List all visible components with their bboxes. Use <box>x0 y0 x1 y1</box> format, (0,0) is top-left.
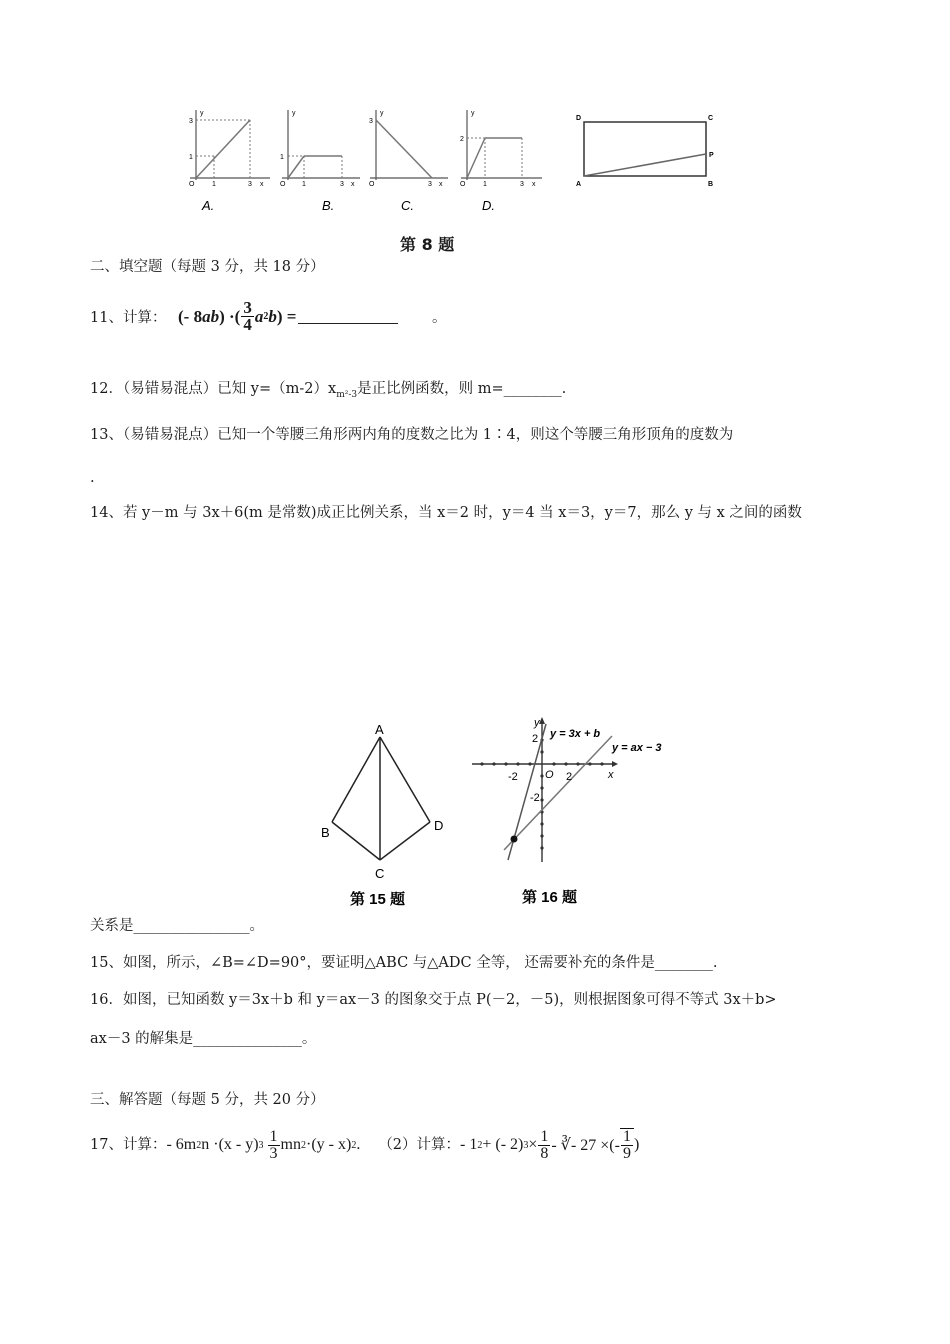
svg-text:y: y <box>534 717 540 729</box>
svg-text:P: P <box>709 152 714 159</box>
svg-text:2: 2 <box>566 771 573 783</box>
svg-text:x: x <box>260 181 264 188</box>
graph-d <box>460 110 542 188</box>
svg-text:y = ax − 3: y = ax − 3 <box>612 742 662 754</box>
q11-prefix: 11、计算： <box>90 310 167 326</box>
svg-text:O: O <box>369 181 375 188</box>
svg-text:1: 1 <box>280 154 284 161</box>
svg-text:x: x <box>351 181 355 188</box>
graph-a <box>189 110 270 188</box>
svg-text:3: 3 <box>248 181 252 188</box>
svg-text:y: y <box>200 110 204 117</box>
q11-suffix: 。 <box>432 310 447 326</box>
svg-text:B: B <box>708 181 714 188</box>
svg-text:A: A <box>375 722 384 737</box>
graph-c <box>369 110 448 188</box>
section-3-title: 三、解答题（每题 5 分，共 20 分） <box>90 1092 325 1108</box>
svg-text:3: 3 <box>340 181 344 188</box>
svg-text:D: D <box>434 818 444 833</box>
svg-text:C: C <box>708 115 714 122</box>
svg-text:C: C <box>375 866 385 881</box>
figure-16-caption: 第 16 题 <box>522 889 578 906</box>
q17-expression-2: - 1 2 + (- 2) 3 × $\frac{1}{8}$ - ∛- 27 ×(- $\frac{1}{9}$ ) <box>460 1127 640 1162</box>
option-d-label: D. <box>482 198 495 213</box>
svg-text:y: y <box>380 110 384 117</box>
svg-text:y = 3x + b: y = 3x + b <box>550 728 601 740</box>
svg-text:-2: -2 <box>530 792 540 804</box>
svg-text:2: 2 <box>460 136 464 143</box>
q11-answer-blank[interactable] <box>298 309 398 324</box>
q14-line-1: 14、若 y－m 与 3x＋6(m 是常数)成正比例关系，当 x＝2 时，y＝4 当 x＝3，y＝7，那么 y 与 x 之间的函数 <box>90 505 802 521</box>
q16-line-1: 16．如图，已知函数 y＝3x＋b 和 y＝ax－3 的图象交于点 P(－2，－5)，则根据图象可得不等式 3x＋b> <box>90 992 777 1008</box>
q16-line-2: ax－3 的解集是_______________。 <box>90 1031 317 1047</box>
figure-15-caption: 第 15 题 <box>350 891 406 908</box>
svg-text:x: x <box>532 181 536 188</box>
svg-text:O: O <box>545 769 554 781</box>
option-a-label: A. <box>202 198 215 213</box>
svg-text:x: x <box>608 769 614 781</box>
svg-text:1: 1 <box>189 154 193 161</box>
q15-text: 15、如图，所示，∠B=∠D=90°，要证明△ABC 与△ADC 全等， 还需要补充的条件是________. <box>90 955 718 971</box>
svg-text:O: O <box>189 181 195 188</box>
q17-line: 17、计算： - 6m 2 n ·(x - y) 3 $\frac{1}{3}$ mn 2 ·(y - x) 2 . （2）计算： - 1 2 + (- 2) 3 × $\frac{1}{8}$ - ∛- 27 ×(- $\frac{1}{9}$ ) <box>90 1127 640 1162</box>
option-b-label: B. <box>322 198 335 213</box>
svg-text:1: 1 <box>212 181 216 188</box>
svg-text:A: A <box>576 181 582 188</box>
q13-line-1: 13、（易错易混点）已知一个等腰三角形两内角的度数之比为 1∶4，则这个等腰三角形顶角的度数为 <box>90 427 734 443</box>
svg-text:3: 3 <box>428 181 432 188</box>
svg-text:x: x <box>439 181 443 188</box>
section-2-title: 二、填空题（每题 3 分，共 18 分） <box>90 259 325 275</box>
svg-text:-2: -2 <box>508 771 518 783</box>
svg-text:1: 1 <box>302 181 306 188</box>
svg-text:B: B <box>321 825 330 840</box>
svg-text:2: 2 <box>532 733 539 745</box>
figures-15-16 <box>312 712 682 917</box>
svg-text:O: O <box>280 181 286 188</box>
figure-8-caption: 第 8 题 <box>400 235 455 254</box>
q14-line-2: 关系是________________。 <box>90 918 264 934</box>
svg-text:y: y <box>292 110 296 117</box>
linear-functions-graph <box>472 717 662 862</box>
q17-expression-1: - 6m 2 n ·(x - y) 3 $\frac{1}{3}$ mn 2 ·(y - x) 2 . <box>166 1127 361 1162</box>
rectangle-abcd <box>576 115 714 188</box>
svg-text:3: 3 <box>189 118 193 125</box>
svg-text:3: 3 <box>520 181 524 188</box>
svg-text:3: 3 <box>369 118 373 125</box>
svg-text:D: D <box>576 115 582 122</box>
svg-text:1: 1 <box>483 181 487 188</box>
q11-expression: (- 8 ab ) ·( $\frac{3}{4}$ a 2 b ) = <box>178 300 398 333</box>
kite-figure <box>321 722 443 881</box>
svg-text:y: y <box>471 110 475 117</box>
option-c-label: C. <box>401 198 414 213</box>
figure-8-graphs <box>180 100 740 220</box>
q13-line-2: . <box>90 470 95 486</box>
q12-text: 12．（易错易混点）已知 $y=(m-2)x_{m^2-3}$是正比例函数，则 m=________. <box>90 381 567 400</box>
graph-b <box>280 110 360 188</box>
svg-text:O: O <box>460 181 466 188</box>
